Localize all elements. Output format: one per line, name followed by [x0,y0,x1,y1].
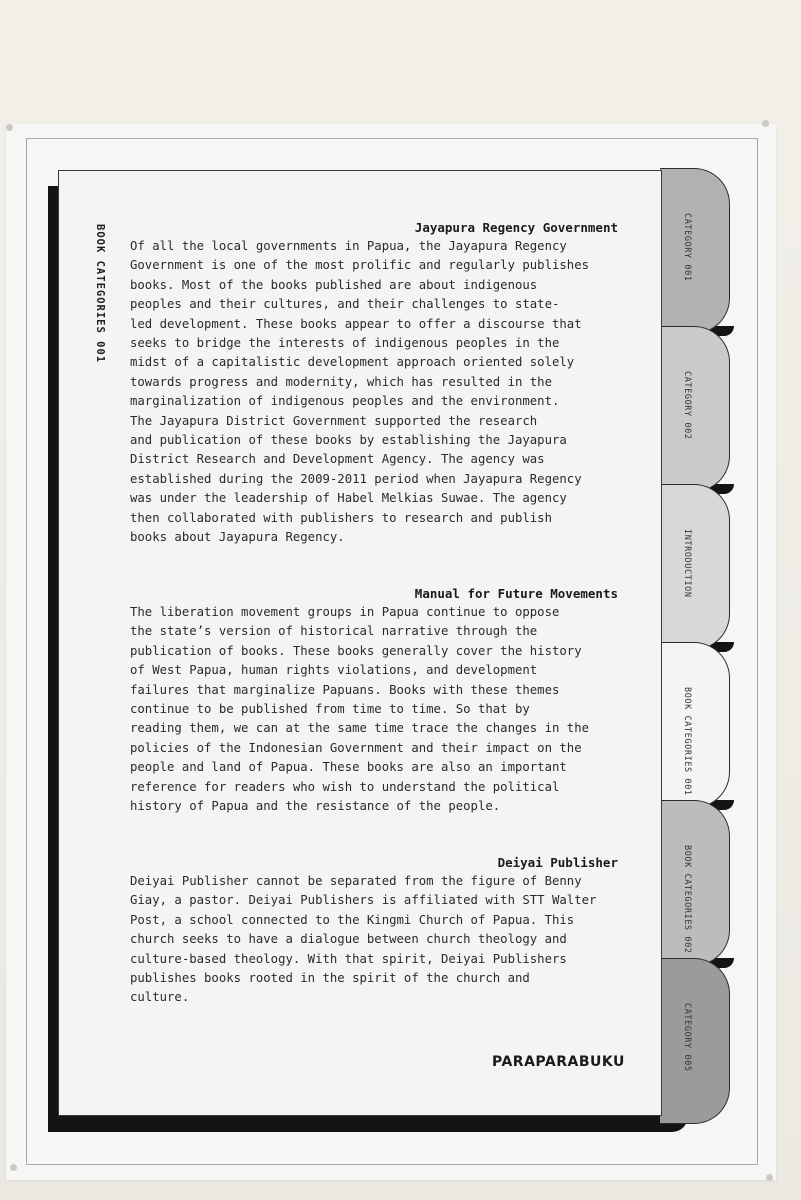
pin-top-right [762,120,769,127]
tab-category-002[interactable] [660,326,730,492]
section-title: Jayapura Regency Government [414,220,618,235]
tab-category-001[interactable] [660,168,730,334]
section-body: The liberation movement groups in Papua continue to oppose the state’s version of historical narrative through the publication of books. These books generally cover the history of West Papua, human rights violations, and development failures that marginalize Papuans. Books with these themes continue to be published from time to time. So that by reading them, we can at the same time trace the changes in the policies of the Indonesian Government and their impact on the people and land of Papua. These books are also an important reference for readers who wish to understand the political history of Papua and the resistance of the people. [130,605,590,814]
section-title: Manual for Future Movements [414,586,618,601]
tab-label: INTRODUCTION [682,529,692,598]
section-deiyai [130,855,618,1008]
section-manual [130,586,618,816]
poster [6,124,776,1180]
section-jayapura [130,220,618,548]
brand-name: PARAPARABUKU [492,1054,625,1070]
pin-top-left [6,124,13,131]
pin-bottom-right [766,1174,773,1181]
tab-category-005[interactable] [660,958,730,1124]
tab-label: CATEGORY 005 [682,1003,692,1072]
tab-label: BOOK CATEGORIES 001 [682,687,692,796]
tab-introduction[interactable] [660,484,730,650]
pin-bottom-left [10,1164,17,1171]
tab-label: BOOK CATEGORIES 002 [682,845,692,954]
tab-label: CATEGORY 002 [682,371,692,440]
section-body: Deiyai Publisher cannot be separated from the figure of Benny Giay, a pastor. Deiyai Publishers is affiliated with STT Walter Post, a school connected to the Kingmi Church of Papua. This church seeks to have a dialogue between church theology and culture-based theology. With that spirit, Deiyai Publishers publishes books rooted in the spirit of the church and culture. [130,874,597,1005]
tab-book-categories-001[interactable] [660,642,730,808]
tab-label: CATEGORY 001 [682,213,692,282]
section-body: Of all the local governments in Papua, the Jayapura Regency Government is one of the most prolific and regularly publishes books. Most of the books published are about indigenous peoples and their cultures, and their challenges to state- led development. These books appear to offer a discourse that seeks to bridge the interests of indigenous peoples in the midst of a capitalistic development approach oriented solely towards progress and modernity, which has resulted in the marginalization of indigenous peoples and the environment. The Jayapura District Government supported the research and publication of these books by establishing the Jayapura District Research and Development Agency. The agency was established during the 2009-2011 period when Jayapura Regency was under the leadership of Habel Melkias Suwae. The agency then collaborated with publishers to research and publish books about Jayapura Regency. [130,239,590,545]
section-title: Deiyai Publisher [497,855,618,870]
tab-book-categories-002[interactable] [660,800,730,966]
side-label: BOOK CATEGORIES 001 [94,224,106,364]
